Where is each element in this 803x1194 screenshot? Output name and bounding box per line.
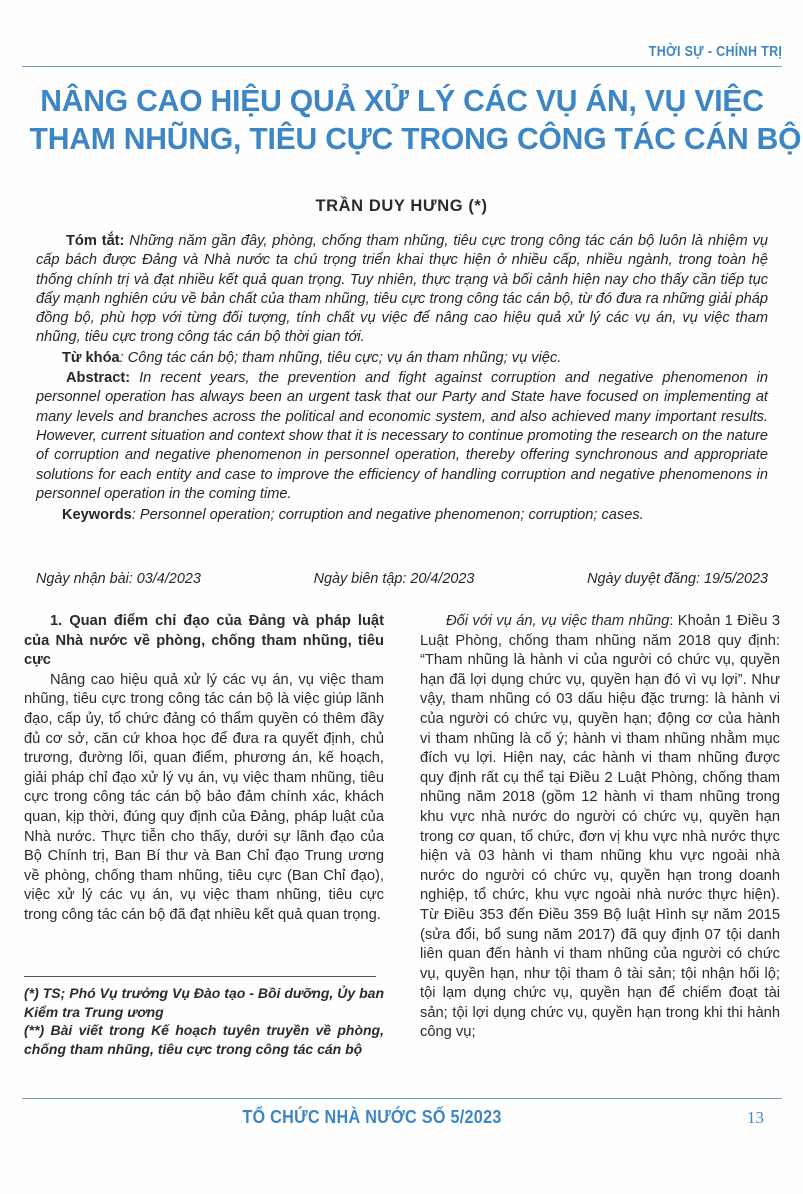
keywords-english <box>36 506 768 525</box>
keywords-vietnamese-label: Từ khóa <box>62 349 120 366</box>
running-head-divider <box>22 66 782 67</box>
abstract-english-text: In recent years, the prevention and fight against corruption and negative phenomenon in personnel operation has always been an urgent task that our Party and State have focused on implementing at many levels and branches across the political and economic system, and also achieved many important results. However, current situation and context show that it is necessary to continue promoting the research on the nature of corruption and negative phenomenon in personnel operation, thereby offering synchronous and appropriate solutions for each entity and case to improve the efficiency of handling corruption and negative phenomenons in personnel operation in the coming time. <box>36 370 768 502</box>
keywords-english-text: : Personnel operation; corruption and negative phenomenon; corruption; cases. <box>131 507 644 524</box>
running-head <box>22 44 782 74</box>
page-footer <box>22 1098 782 1138</box>
author-byline: TRẦN DUY HƯNG (*) <box>315 197 488 215</box>
keywords-vietnamese <box>36 349 768 368</box>
right-paragraph-italic-lead: Đối với vụ án, vụ việc tham nhũng <box>446 613 670 629</box>
column-right <box>420 612 780 1043</box>
date-received: Ngày nhận bài: 03/4/2023 <box>36 571 201 587</box>
abstract-vietnamese-text: Những năm gần đây, phòng, chống tham nhũng, tiêu cực trong công tác cán bộ luôn là nhiệm vụ cấp bách được Đảng và Nhà nước ta chú trọng triển khai thực hiện ở nhiều cấp, nhiều ngành, trong toàn hệ thống chính trị và đạt nhiều kết quả quan trọng. Tuy nhiên, thực trạng và bối cảnh hiện nay cho thấy cần tiếp tục đẩy mạnh nghiên cứu về bản chất của tham nhũng, tiêu cực trong công tác cán bộ, từ đó đưa ra những giải pháp đồng bộ, phù hợp với từng đối tượng, tính chất vụ việc để nâng cao hiệu quả xử lý các vụ án, vụ việc tham nhũng, tiêu cực trong công tác cán bộ thời gian tới. <box>36 233 768 346</box>
running-head-label: THỜI SỰ - CHÍNH TRỊ <box>648 44 782 60</box>
footnote-line-1: (*) TS; Phó Vụ trưởng Vụ Đào tạo - Bồi dưỡng, Ủy ban Kiểm tra Trung ương <box>24 985 384 1020</box>
title-line-2: THAM NHŨNG, TIÊU CỰC TRONG CÔNG TÁC CÁN BỘ <box>29 121 802 156</box>
page-title <box>18 82 802 158</box>
title-line-1: NÂNG CAO HIỆU QUẢ XỬ LÝ CÁC VỤ ÁN, VỤ VIỆC <box>40 83 764 118</box>
date-edited: Ngày biên tập: 20/4/2023 <box>313 571 475 587</box>
date-approved: Ngày duyệt đăng: 19/5/2023 <box>587 571 768 587</box>
column-left <box>24 612 384 926</box>
footnote-line-2: (**) Bài viết trong Kế hoạch tuyên truyền về phòng, chống tham nhũng, tiêu cực trong công tác cán bộ <box>24 1022 384 1057</box>
keywords-english-label: Keywords <box>62 507 132 524</box>
right-paragraph-1 <box>420 612 780 1043</box>
abstract-vietnamese-label: Tóm tắt: <box>66 233 125 249</box>
footer-page-number: 13 <box>747 1108 764 1127</box>
footer-journal-title: TỔ CHỨC NHÀ NƯỚC SỐ 5/2023 <box>242 1107 502 1127</box>
keywords-vietnamese-text: : Công tác cán bộ; tham nhũng, tiêu cực; vụ án tham nhũng; vụ việc. <box>119 349 562 366</box>
abstract-vietnamese <box>36 232 768 348</box>
publication-dates <box>36 571 768 587</box>
section-heading-1: 1. Quan điểm chỉ đạo của Đảng và pháp luật của Nhà nước về phòng, chống tham nhũng, tiêu cực <box>24 613 384 669</box>
abstract-english <box>36 369 768 504</box>
footnote-block <box>24 976 384 1058</box>
footnote-divider <box>24 976 376 977</box>
right-paragraph-rest: : Khoản 1 Điều 3 Luật Phòng, chống tham nhũng năm 2018 quy định: “Tham nhũng là hành vi của người có chức vụ, quyền hạn đã lợi dụng chức vụ, quyền hạn đó vì vụ lợi”. Như vậy, tham nhũng có 03 dấu hiệu đặc trưng: là hành vi của người có chức vụ, quyền hạn; động cơ của hành vi tham nhũng là cố ý; hành vi tham nhũng nhằm mục đích vụ lợi. Hiện nay, các hành vi tham nhũng được quy định rất cụ thể tại Điều 2 Luật Phòng, chống tham nhũng năm 2018 (gồm 12 hành vi tham nhũng trong khu vực nhà nước do người có chức vụ, quyền hạn trong cơ quan, tổ chức, đơn vị khu vực nhà nước thực hiện và 03 hành vi tham nhũng khu vực ngoài nhà nước do người có chức vụ, quyền hạn trong doanh nghiệp, tổ chức, khu vực ngoài nhà nước thực hiện). Từ Điều 353 đến Điều 359 Bộ luật Hình sự năm 2015 (sửa đổi, bổ sung năm 2017) đã quy định 07 tội danh liên quan đến hành vi tham nhũng của người có chức vụ, quyền hạn, như tội tham ô tài sản; tội nhận hối lộ; tội lạm dụng chức vụ, quyền hạn để chiếm đoạt tài sản; tội lợi dụng chức vụ, quyền hạn trong khi thi hành công vụ; <box>420 613 780 1041</box>
left-paragraph-1: Nâng cao hiệu quả xử lý các vụ án, vụ việc tham nhũng, tiêu cực trong công tác cán bộ là việc giúp lãnh đạo, cấp ủy, tổ chức đảng có thẩm quyền có thêm đầy đủ cơ sở, căn cứ khoa học để đưa ra quyết định, chủ trương, đường lối, quan điểm, phương án, kế hoạch, giải pháp chỉ đạo xử lý vụ án, vụ việc tham nhũng, tiêu cực trong công tác cán bộ bảo đảm chính xác, khách quan, kịp thời, đúng quy định của Đảng, pháp luật của Nhà nước. Thực tiễn cho thấy, dưới sự lãnh đạo của Bộ Chính trị, Ban Bí thư và Ban Chỉ đạo Trung ương về phòng, chống tham nhũng, tiêu cực (Ban Chỉ đạo), việc xử lý các vụ án, vụ việc tham nhũng, tiêu cực trong công tác cán bộ đã đạt nhiều kết quả quan trọng. <box>24 671 384 923</box>
abstract-block <box>36 232 768 525</box>
footer-divider <box>22 1098 782 1099</box>
abstract-english-label: Abstract: <box>66 370 131 387</box>
